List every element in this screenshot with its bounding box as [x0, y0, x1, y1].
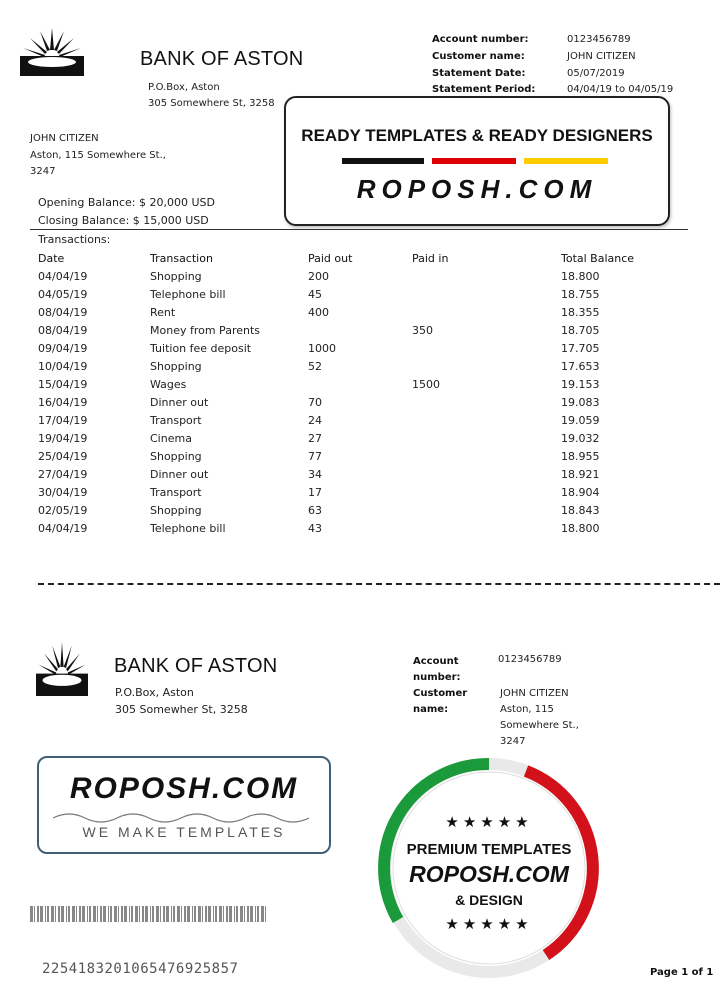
- table-row: [0, 486, 720, 504]
- stub-customer-value-4: 3247: [500, 736, 526, 747]
- customer-name-label: Customer name:: [432, 51, 525, 62]
- seal-line2: ROPOSH.COM: [409, 861, 569, 887]
- table-row: [0, 342, 720, 360]
- cell-paid-out: 63: [308, 504, 322, 517]
- cell-date: 27/04/19: [38, 468, 88, 481]
- watermark-banner-line1: READY TEMPLATES & READY DESIGNERS: [301, 126, 653, 145]
- stub-address-line2: 305 Somewher St, 3258: [115, 703, 248, 716]
- cell-date: 04/05/19: [38, 288, 88, 301]
- statement-period-label: Statement Period:: [432, 84, 536, 95]
- header-transaction: Transaction: [150, 252, 213, 265]
- stub-customer-value-1: JOHN CITIZEN: [500, 688, 569, 699]
- cell-transaction: Telephone bill: [150, 288, 226, 301]
- stub-customer-label: Customer name:: [413, 688, 468, 715]
- cell-transaction: Telephone bill: [150, 522, 226, 535]
- cell-paid-out: 24: [308, 414, 322, 427]
- table-row: [0, 414, 720, 432]
- cell-balance: 19.153: [561, 378, 600, 391]
- opening-balance: Opening Balance: $ 20,000 USD: [38, 196, 215, 209]
- stub-account-label: Account number:: [413, 656, 461, 683]
- cell-date: 04/04/19: [38, 522, 88, 535]
- table-row: [0, 288, 720, 306]
- cell-paid-out: 45: [308, 288, 322, 301]
- cell-balance: 19.059: [561, 414, 600, 427]
- cell-date: 25/04/19: [38, 450, 88, 463]
- cell-paid-out: 52: [308, 360, 322, 373]
- cell-transaction: Dinner out: [150, 468, 209, 481]
- cell-date: 19/04/19: [38, 432, 88, 445]
- cell-balance: 19.032: [561, 432, 600, 445]
- roposh-watermark-banner: [284, 96, 670, 226]
- cell-balance: 19.083: [561, 396, 600, 409]
- customer-address-line1: Aston, 115 Somewhere St.,: [30, 150, 166, 161]
- customer-address-line2: 3247: [30, 166, 56, 177]
- cell-balance: 17.705: [561, 342, 600, 355]
- customer-name: JOHN CITIZEN: [30, 133, 99, 144]
- cell-transaction: Transport: [150, 486, 202, 499]
- statement-date-value: 05/07/2019: [567, 68, 625, 79]
- cell-transaction: Wages: [150, 378, 187, 391]
- table-row: [0, 324, 720, 342]
- cell-date: 10/04/19: [38, 360, 88, 373]
- cell-date: 08/04/19: [38, 324, 88, 337]
- cell-transaction: Money from Parents: [150, 324, 261, 337]
- cell-transaction: Rent: [150, 306, 176, 319]
- cell-date: 17/04/19: [38, 414, 88, 427]
- cut-line: [38, 583, 720, 585]
- header-date: Date: [38, 252, 65, 265]
- cell-balance: 18.355: [561, 306, 600, 319]
- closing-balance: Closing Balance: $ 15,000 USD: [38, 214, 209, 227]
- table-row: [0, 450, 720, 468]
- transactions-label: Transactions:: [38, 233, 111, 246]
- statement-date-label: Statement Date:: [432, 68, 526, 79]
- cell-balance: 17.653: [561, 360, 600, 373]
- cell-paid-out: 27: [308, 432, 322, 445]
- bank-address-line2: 305 Somewhere St, 3258: [148, 98, 275, 109]
- cell-transaction: Shopping: [150, 360, 202, 373]
- bank-logo-small-icon: [36, 640, 88, 696]
- header-total-balance: Total Balance: [561, 252, 635, 265]
- cell-transaction: Shopping: [150, 450, 202, 463]
- account-number-value: 0123456789: [567, 34, 631, 45]
- bank-address-line1: P.O.Box, Aston: [148, 82, 220, 93]
- stub-customer-value-2: Aston, 115: [500, 704, 554, 715]
- barcode-icon: [30, 906, 270, 922]
- statement-period-value: 04/04/19 to 04/05/19: [567, 84, 674, 95]
- cell-balance: 18.800: [561, 522, 600, 535]
- stub-address-line1: P.O.Box, Aston: [115, 686, 194, 699]
- watermark-banner-line2: ROPOSH.COM: [356, 174, 598, 204]
- table-row: [0, 504, 720, 522]
- watermark-left-line1: ROPOSH.COM: [69, 772, 299, 805]
- table-row: [0, 378, 720, 396]
- header-paid-out: Paid out: [308, 252, 353, 265]
- cell-balance: 18.955: [561, 450, 600, 463]
- table-row: [0, 360, 720, 378]
- section-divider: [30, 229, 688, 230]
- cell-balance: 18.921: [561, 468, 600, 481]
- watermark-left-line2: WE MAKE TEMPLATES: [82, 824, 286, 840]
- table-row: [0, 468, 720, 486]
- stub-customer-value-3: Somewhere St.,: [500, 720, 579, 731]
- seal-stars-bottom: ★★★★★: [445, 915, 533, 933]
- stub-account-value: 0123456789: [498, 654, 562, 665]
- roposh-watermark-left: [37, 756, 331, 854]
- flag-bar-black: [342, 158, 424, 164]
- seal-stars-top: ★★★★★: [445, 813, 533, 831]
- header-paid-in: Paid in: [412, 252, 449, 265]
- barcode-number: 2254183201065476925857: [42, 961, 239, 977]
- transactions-table: [0, 252, 720, 542]
- cell-paid-out: 17: [308, 486, 322, 499]
- table-row: [0, 522, 720, 540]
- cell-balance: 18.904: [561, 486, 600, 499]
- cell-date: 30/04/19: [38, 486, 88, 499]
- cell-transaction: Shopping: [150, 504, 202, 517]
- cell-date: 16/04/19: [38, 396, 88, 409]
- premium-templates-seal: [376, 755, 602, 981]
- cell-transaction: Tuition fee deposit: [150, 342, 252, 355]
- cell-transaction: Dinner out: [150, 396, 209, 409]
- bank-logo-icon: [20, 26, 84, 76]
- seal-line1: PREMIUM TEMPLATES: [406, 841, 572, 858]
- cell-transaction: Shopping: [150, 270, 202, 283]
- cell-date: 04/04/19: [38, 270, 88, 283]
- customer-name-value: JOHN CITIZEN: [567, 51, 636, 62]
- table-row: [0, 270, 720, 288]
- bank-name-stub: BANK OF ASTON: [114, 655, 278, 677]
- cell-paid-out: 43: [308, 522, 322, 535]
- cell-date: 09/04/19: [38, 342, 88, 355]
- table-row: [0, 306, 720, 324]
- cell-balance: 18.705: [561, 324, 600, 337]
- cell-paid-out: 1000: [308, 342, 336, 355]
- cell-paid-out: 77: [308, 450, 322, 463]
- bank-name: BANK OF ASTON: [140, 48, 304, 70]
- cell-date: 02/05/19: [38, 504, 88, 517]
- cell-balance: 18.800: [561, 270, 600, 283]
- cell-date: 08/04/19: [38, 306, 88, 319]
- flag-bar-gold: [524, 158, 608, 164]
- cell-paid-out: 400: [308, 306, 329, 319]
- cell-balance: 18.843: [561, 504, 600, 517]
- flag-bar-red: [432, 158, 516, 164]
- cell-transaction: Cinema: [150, 432, 192, 445]
- cell-paid-out: 34: [308, 468, 322, 481]
- table-row: [0, 432, 720, 450]
- table-header-row: [0, 252, 720, 270]
- cell-paid-in: 1500: [412, 378, 440, 391]
- cell-paid-out: 200: [308, 270, 329, 283]
- cell-balance: 18.755: [561, 288, 600, 301]
- page-indicator: Page 1 of 1: [650, 967, 714, 978]
- cell-paid-out: 70: [308, 396, 322, 409]
- cell-transaction: Transport: [150, 414, 202, 427]
- seal-line3: & DESIGN: [455, 892, 523, 908]
- cell-date: 15/04/19: [38, 378, 88, 391]
- table-row: [0, 396, 720, 414]
- account-number-label: Account number:: [432, 34, 529, 45]
- cell-paid-in: 350: [412, 324, 433, 337]
